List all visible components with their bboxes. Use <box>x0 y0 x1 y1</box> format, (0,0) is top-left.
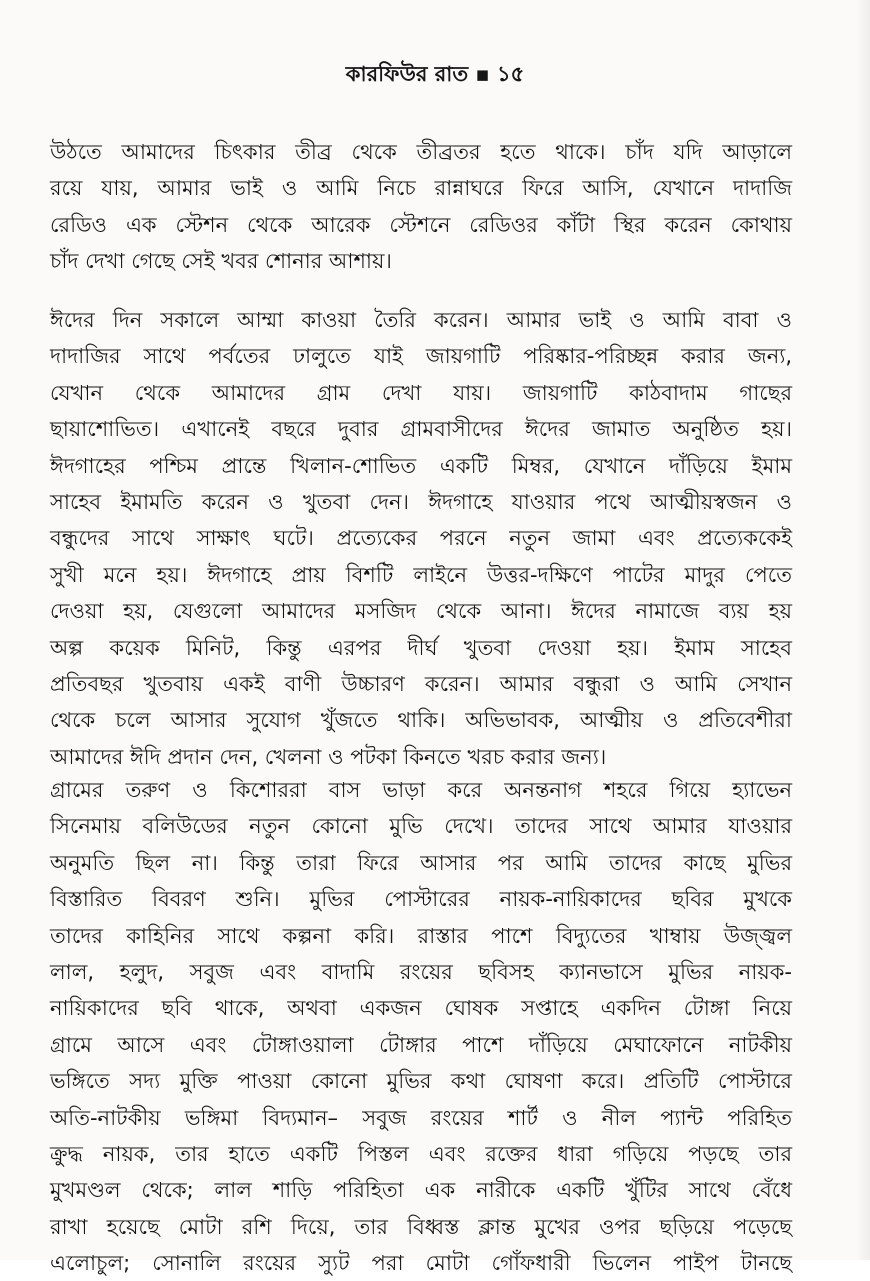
running-header: কারফিউর রাত ▪ ১৫ <box>345 62 525 86</box>
paragraph-1 <box>50 134 792 280</box>
paragraph-line: সুখী মনে হয়। ঈদগাহে প্রায় বিশটি লাইনে উত্তর-দক্ষিণে পাটের মাদুর পেতে <box>50 562 792 587</box>
paragraph-line: রয়ে যায়, আমার ভাই ও আমি নিচে রান্নাঘরে ফিরে আসি, যেখানে দাদাজি <box>50 176 792 201</box>
paragraph-line: রেডিও এক স্টেশন থেকে আরেক স্টেশনে রেডিওর কাঁটা স্থির করেন কোথায় <box>50 212 792 237</box>
paragraph-line: অল্প কয়েক মিনিট, কিন্তু এরপর দীর্ঘ খুতবা দেওয়া হয়। ইমাম সাহেব <box>50 635 792 660</box>
paragraph-line: ঈদগাহের পশ্চিম প্রান্তে খিলান-শোভিত একটি মিম্বর, যেখানে দাঁড়িয়ে ইমাম <box>50 453 792 478</box>
paragraph-line: অতি-নাটকীয় ভঙ্গিমা বিদ্যমান– সবুজ রংয়ের শার্ট ও নীল প্যান্ট পরিহিত <box>50 1105 792 1130</box>
paragraph-line: এলোচুল; সোনালি রংয়ের স্যুট পরা মোটা গোঁফধারী ভিলেন পাইপ টানছে <box>50 1251 792 1276</box>
page-edge-shadow <box>856 0 870 1260</box>
paragraph-line: থেকে চলে আসার সুযোগ খুঁজতে থাকি। অভিভাবক, আত্মীয় ও প্রতিবেশীরা <box>50 708 792 733</box>
paragraph-line: সাহেব ইমামতি করেন ও খুতবা দেন। ঈদগাহে যাওয়ার পথে আত্মীয়স্বজন ও <box>50 489 792 514</box>
paragraph-3 <box>50 772 792 1281</box>
paragraph-line: নায়িকাদের ছবি থাকে, অথবা একজন ঘোষক সপ্তাহে একদিন টোঙ্গা নিয়ে <box>50 996 792 1021</box>
paragraph-line: ছায়াশোভিত। এখানেই বছরে দুবার গ্রামবাসীদের ঈদের জামাত অনুষ্ঠিত হয়। <box>50 417 792 442</box>
paragraph-line: সিনেমায় বলিউডের নতুন কোনো মুভি দেখে। তাদের সাথে আমার যাওয়ার <box>50 814 792 839</box>
paragraph-line: ক্রুদ্ধ নায়ক, তার হাতে একটি পিস্তল এবং রক্তের ধারা গড়িয়ে পড়ছে তার <box>50 1141 792 1166</box>
paragraph-line: চাঁদ দেখা গেছে সেই খবর শোনার আশায়। <box>50 249 392 274</box>
paragraph-line: ঈদের দিন সকালে আম্মা কাওয়া তৈরি করেন। আমার ভাই ও আমি বাবা ও <box>50 308 792 332</box>
paragraph-line: ভঙ্গিতে সদ্য মুক্তি পাওয়া কোনো মুভির কথা ঘোষণা করে। প্রতিটি পোস্টারে <box>50 1069 792 1094</box>
paragraph-line: গ্রামের তরুণ ও কিশোররা বাস ভাড়া করে অনন্তনাগ শহরে গিয়ে হ্যাভেন <box>50 778 792 802</box>
paragraph-line: দেওয়া হয়, যেগুলো আমাদের মসজিদ থেকে আনা। ঈদের নামাজে ব্যয় হয় <box>50 599 792 624</box>
paragraph-line: উঠতে আমাদের চিৎকার তীব্র থেকে তীব্রতর হতে থাকে। চাঁদ যদি আড়ালে <box>50 140 792 164</box>
paragraph-line: প্রতিবছর খুতবায় একই বাণী উচ্চারণ করেন। আমার বন্ধুরা ও আমি সেখান <box>50 671 792 696</box>
paragraph-line: বিস্তারিত বিবরণ শুনি। মুভির পোস্টারের নায়ক-নায়িকাদের ছবির মুখকে <box>50 887 792 912</box>
paragraph-line: গ্রামে আসে এবং টোঙ্গাওয়ালা টোঙ্গার পাশে দাঁড়িয়ে মেঘাফোনে নাটকীয় <box>50 1032 792 1057</box>
paragraph-line: মুখমণ্ডল থেকে; লাল শাড়ি পরিহিতা এক নারীকে একটি খুঁটির সাথে বেঁধে <box>50 1178 792 1203</box>
paragraph-2 <box>50 302 792 775</box>
paragraph-line: লাল, হলুদ, সবুজ এবং বাদামি রংয়ের ছবিসহ ক্যানভাসে মুভির নায়ক- <box>50 959 792 984</box>
paragraph-line: অনুমতি ছিল না। কিন্তু তারা ফিরে আসার পর আমি তাদের কাছে মুভির <box>50 850 792 875</box>
paragraph-line: দাদাজির সাথে পর্বতের ঢালুতে যাই জায়গাটি পরিষ্কার-পরিচ্ছন্ন করার জন্য, <box>50 344 792 369</box>
paragraph-line: আমাদের ঈদি প্রদান দেন, খেলনা ও পটকা কিনতে খরচ করার জন্য। <box>50 744 607 769</box>
paragraph-line: যেখান থেকে আমাদের গ্রাম দেখা যায়। জায়গাটি কাঠবাদাম গাছের <box>50 380 792 405</box>
paragraph-line: তাদের কাহিনির সাথে কল্পনা করি। রাস্তার পাশে বিদ্যুতের খাম্বায় উজ্জ্বল <box>50 923 792 948</box>
paragraph-line: বন্ধুদের সাথে সাক্ষাৎ ঘটে। প্রত্যেকের পরনে নতুন জামা এবং প্রত্যেককেই <box>50 526 792 551</box>
paragraph-line: রাখা হয়েছে মোটা রশি দিয়ে, তার বিধ্বস্ত ক্লান্ত মুখের ওপর ছড়িয়ে পড়েছে <box>50 1214 792 1239</box>
